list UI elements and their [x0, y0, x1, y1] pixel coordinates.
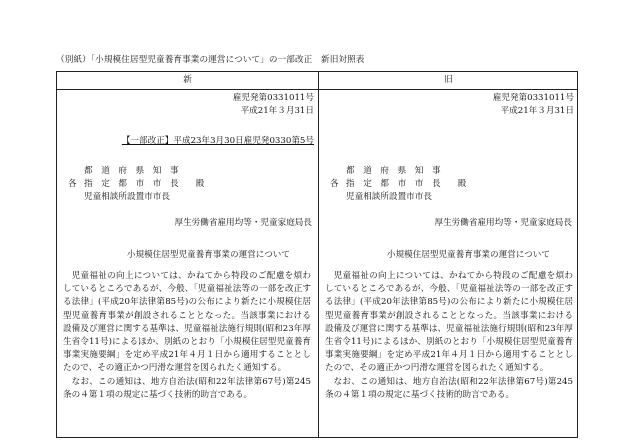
new-paragraph-2: なお、この通知は、地方自治法(昭和22年法律第67号)第245条の４第１項の規定に基づく技術的助言である。: [63, 376, 311, 400]
old-sender: 厚生労働省雇用均等・児童家庭局長: [434, 218, 572, 228]
old-title: 小規模住居型児童養育事業の運営について: [386, 250, 550, 260]
document-caption: （別紙）「小規模住居型児童養育事業の運営について」の一部改正 新旧対照表: [56, 55, 365, 65]
old-body: [325, 270, 573, 402]
old-paragraph-1: 児童福祉の向上については、かねてから特段のご配慮を煩わしているところであるが、今般、「児童福祉法等の一部を改正する法律」(平成20年法律第85号)の公布により新たに小規模住居型児童養育事業が創設されることとなった。当該事業における設備及び運営に関する基準は、児童福祉法施行規則(昭和23年厚生省令11号)によるほか、別紙のとおり「小規模住居型児童養育事業実施要綱」を定め平成21年４月１日から適用することとしたので、その適正かつ円滑な運営を図られたく通知する。: [325, 271, 573, 374]
comparison-table: [56, 71, 578, 438]
new-doc-date: 平成21年３月31日: [240, 106, 314, 116]
old-addressee-mayors: 指 定 都 市 市 長 殿: [346, 179, 467, 189]
new-doc-number: 雇児発第0331011号: [232, 93, 314, 103]
old-addressee-prefix: 各: [330, 179, 339, 189]
header-old: 旧: [444, 75, 453, 85]
new-body: [63, 270, 311, 402]
new-addressee-mayors: 指 定 都 市 市 長 殿: [84, 179, 205, 189]
table-header-row: [57, 72, 577, 90]
new-paragraph-1: 児童福祉の向上については、かねてから特段のご配慮を煩わしているところであるが、今般、「児童福祉法等の一部を改正する法律」(平成20年法律第85号)の公布により新たに小規模住居型児童養育事業が創設されることとなった。当該事業における設備及び運営に関する基準は、児童福祉法施行規則(昭和23年厚生省令11号)によるほか、別紙のとおり「小規模住居型児童養育事業実施要綱」を定め平成21年４月１日から適用することとしたので、その適正かつ円滑な運営を図られたく通知する。: [63, 271, 311, 374]
new-addressee-governors: 都 道 府 県 知 事: [84, 166, 179, 176]
header-new: 新: [183, 75, 192, 85]
old-paragraph-2: なお、この通知は、地方自治法(昭和22年法律第67号)第245条の４第１項の規定に基づく技術的助言である。: [325, 376, 573, 400]
old-doc-number: 雇児発第0331011号: [492, 93, 574, 103]
new-column: [57, 90, 318, 437]
old-doc-date: 平成21年３月31日: [500, 106, 574, 116]
new-amendment-note: 【一部改正】平成23年3月30日雇児発0330第5号: [121, 136, 314, 146]
old-addressee-cities: 児童相談所設置市市長: [346, 192, 432, 202]
new-title: 小規模住居型児童養育事業の運営について: [126, 250, 290, 260]
new-addressee-prefix: 各: [68, 179, 77, 189]
old-addressee-governors: 都 道 府 県 知 事: [346, 166, 441, 176]
new-addressee-cities: 児童相談所設置市市長: [84, 192, 170, 202]
new-sender: 厚生労働省雇用均等・児童家庭局長: [174, 218, 312, 228]
old-column: [319, 90, 578, 437]
